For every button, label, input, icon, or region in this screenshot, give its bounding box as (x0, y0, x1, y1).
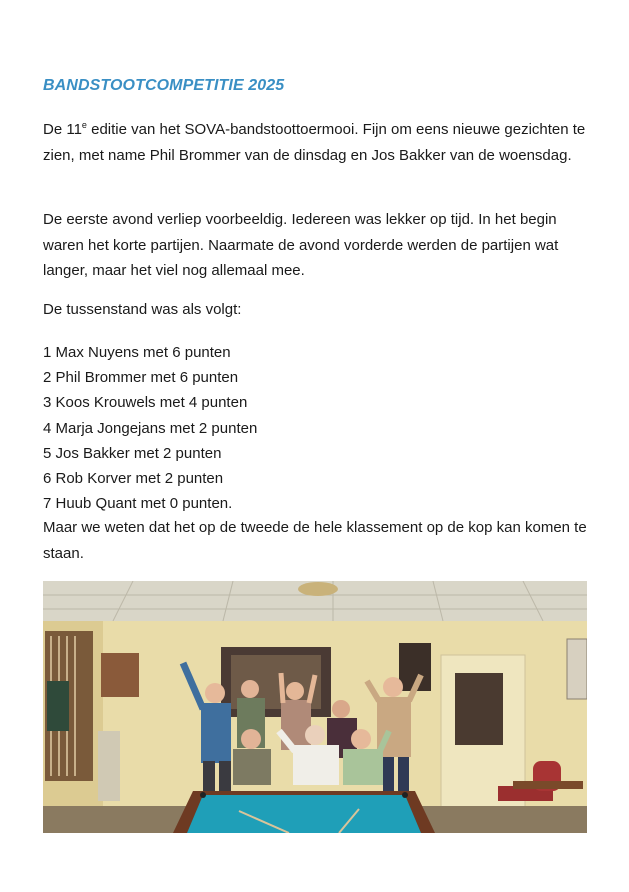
standings-item: 3 Koos Krouwels met 4 punten (43, 394, 248, 412)
standings-item: 4 Marja Jongejans met 2 punten (43, 419, 258, 437)
standings-list (43, 340, 257, 516)
pool-table-cloth (187, 795, 421, 833)
side-table (513, 781, 583, 789)
intro-paragraph (43, 117, 593, 168)
scoreboard (47, 681, 69, 731)
standings-item: 1 Max Nuyens met 6 punten (43, 344, 231, 361)
standings-intro: De tussenstand was als volgt: (43, 301, 242, 318)
radiator (98, 731, 120, 801)
group-photo (43, 581, 587, 833)
standings-item: 6 Rob Korver met 2 punten (43, 470, 224, 488)
standings-item: 5 Jos Bakker met 2 punten (43, 444, 222, 462)
standings-item: 2 Phil Brommer met 6 punten (43, 369, 239, 387)
intro-text-start: De 11 (43, 121, 82, 138)
framed-picture (567, 639, 587, 699)
evening-paragraph: De eerste avond verliep voorbeeldig. Iedereen was lekker op tijd. In het begin waren het korte partijen. Naarmate de avond vorderde werden de partijen wat langer, maar het viel nog allemaal mee. (43, 211, 559, 279)
standings-item: 7 Huub Quant met 0 punten. (43, 495, 233, 513)
intro-superscript: e (81, 120, 87, 130)
wall-cabinet (101, 653, 139, 697)
closing-paragraph: Maar we weten dat het op de tweede de hele klassement op de kop kan komen te staan. (43, 519, 587, 562)
door-poster (455, 673, 503, 745)
intro-text-rest: editie van het SOVA-bandstoottoermooi. Fijn om eens nieuwe gezichten te zien, met name Phil Brommer van de dinsdag en Jos Bakker van de woensdag. (43, 121, 586, 164)
ceiling-lamp (298, 582, 338, 596)
article-title: BANDSTOOTCOMPETITIE 2025 (43, 77, 285, 94)
